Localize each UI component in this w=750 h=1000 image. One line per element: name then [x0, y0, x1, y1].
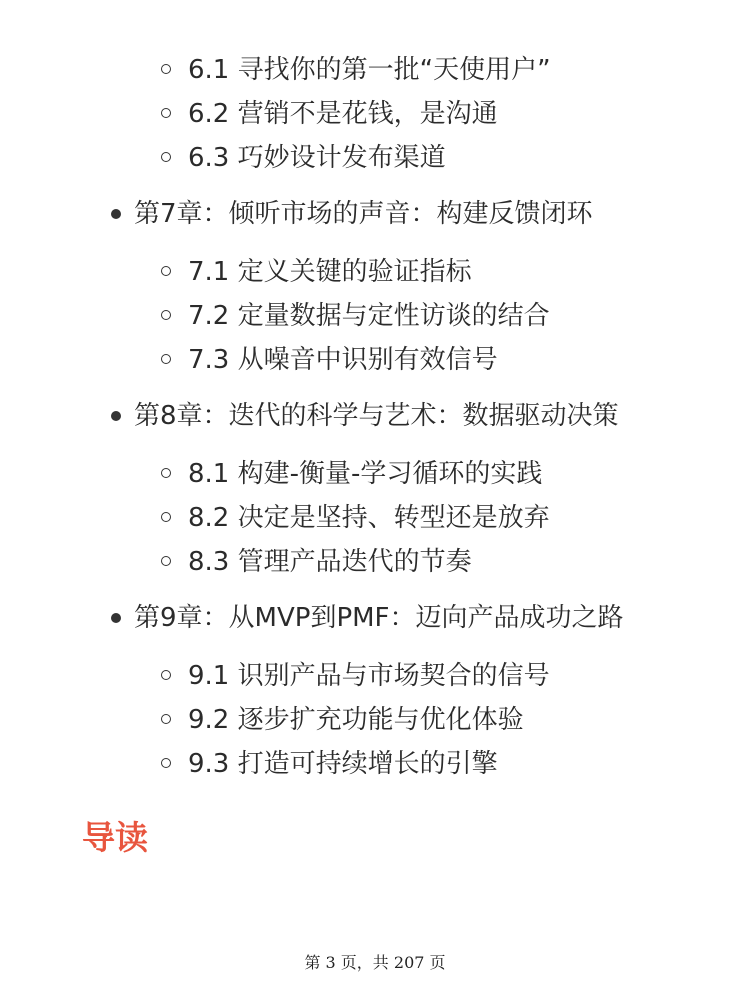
toc-subsection	[0, 338, 750, 382]
toc-chapter-label: 第7章：倾听市场的声音：构建反馈闭环	[134, 199, 593, 229]
toc-subsection-label: 9.2 逐步扩充功能与优化体验	[188, 705, 524, 735]
toc-subsection	[0, 698, 750, 742]
table-of-contents	[0, 48, 750, 786]
section-heading: 导读	[82, 818, 148, 857]
circle-bullet-icon	[161, 670, 171, 680]
toc-subsection	[0, 294, 750, 338]
toc-chapter-label: 第9章：从MVP到PMF：迈向产品成功之路	[134, 603, 624, 633]
toc-subsection-label: 6.3 巧妙设计发布渠道	[188, 143, 446, 173]
toc-subsection	[0, 742, 750, 786]
toc-subsection	[0, 48, 750, 92]
circle-bullet-icon	[161, 64, 171, 74]
toc-subsection-label: 8.1 构建-衡量-学习循环的实践	[188, 459, 543, 489]
toc-chapter	[0, 192, 750, 236]
circle-bullet-icon	[161, 266, 171, 276]
toc-subsection-label: 7.3 从噪音中识别有效信号	[188, 345, 498, 375]
toc-subsection	[0, 540, 750, 584]
toc-subsection	[0, 250, 750, 294]
toc-subsection-label: 7.1 定义关键的验证指标	[188, 257, 472, 287]
toc-subsection-label: 8.3 管理产品迭代的节奏	[188, 547, 472, 577]
circle-bullet-icon	[161, 714, 171, 724]
toc-subsection	[0, 654, 750, 698]
disc-bullet-icon	[111, 411, 121, 421]
toc-subsection-label: 9.3 打造可持续增长的引擎	[188, 749, 498, 779]
circle-bullet-icon	[161, 758, 171, 768]
toc-subsection-label: 6.2 营销不是花钱，是沟通	[188, 99, 498, 129]
disc-bullet-icon	[111, 613, 121, 623]
toc-chapter-label: 第8章：迭代的科学与艺术：数据驱动决策	[134, 401, 619, 431]
toc-subsection-label: 8.2 决定是坚持、转型还是放弃	[188, 503, 550, 533]
circle-bullet-icon	[161, 108, 171, 118]
toc-subsection-label: 7.2 定量数据与定性访谈的结合	[188, 301, 550, 331]
page-number-footer: 第 3 页，共 207 页	[304, 953, 446, 972]
toc-subsection	[0, 452, 750, 496]
circle-bullet-icon	[161, 152, 171, 162]
circle-bullet-icon	[161, 468, 171, 478]
toc-subsection-label: 9.1 识别产品与市场契合的信号	[188, 661, 550, 691]
circle-bullet-icon	[161, 556, 171, 566]
toc-subsection-label: 6.1 寻找你的第一批“天使用户”	[188, 55, 551, 85]
circle-bullet-icon	[161, 354, 171, 364]
toc-subsection	[0, 496, 750, 540]
toc-subsection	[0, 92, 750, 136]
circle-bullet-icon	[161, 310, 171, 320]
toc-subsection	[0, 136, 750, 180]
toc-chapter	[0, 394, 750, 438]
disc-bullet-icon	[111, 209, 121, 219]
circle-bullet-icon	[161, 512, 171, 522]
toc-chapter	[0, 596, 750, 640]
